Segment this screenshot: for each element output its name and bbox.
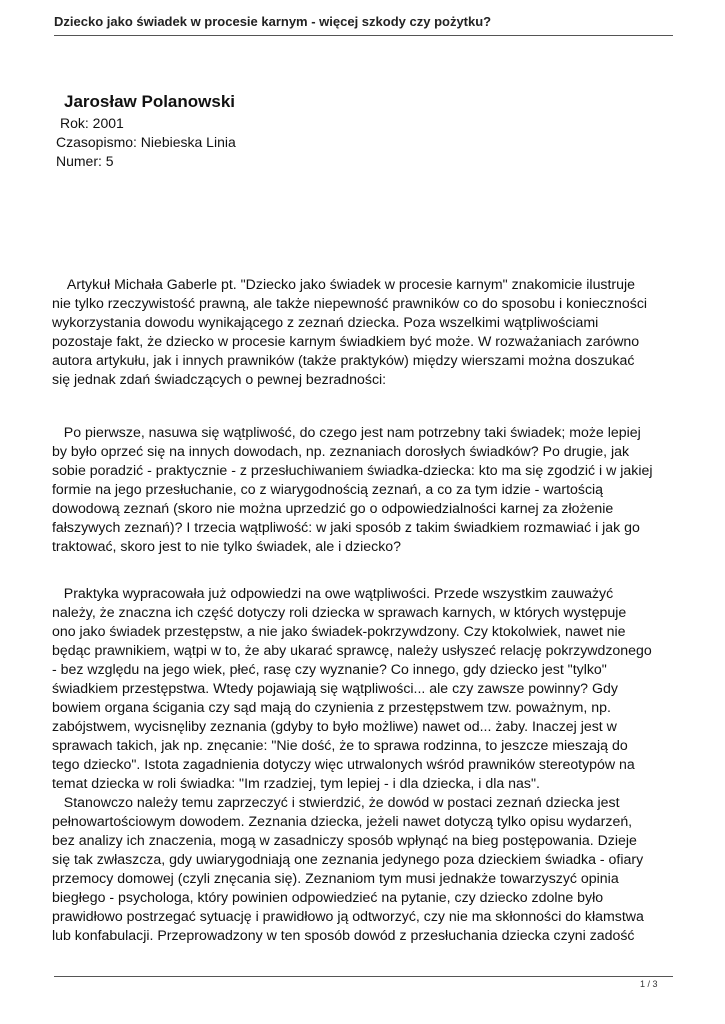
text-line: fałszywych zeznań)? I trzecia wątpliwość: w jaki sposób z takim świadkiem rozmawiać i jak go [52, 520, 640, 536]
text-line: temat dziecka w roli świadka: "Im rzadziej, tym lepiej - i dla dziecka, i dla nas". [52, 776, 540, 792]
text-line: Praktyka wypracowała już odpowiedzi na owe wątpliwości. Przede wszystkim zauważyć [52, 586, 614, 602]
paragraph-2 [52, 424, 682, 557]
text-line: Stanowczo należy temu zaprzeczyć i stwierdzić, że dowód w postaci zeznań dziecka jest [52, 795, 620, 811]
text-line: ono jako świadek przestępstw, a nie jako świadek-pokrzywdzony. Czy ktokolwiek, nawet nie [52, 624, 626, 640]
running-header-title: Dziecko jako świadek w procesie karnym - więcej szkody czy pożytku? [54, 14, 492, 29]
paragraph-1 [52, 276, 682, 390]
article-author: Jarosław Polanowski [64, 92, 236, 111]
article-year: Rok: 2001 [60, 115, 124, 131]
text-line: tego dziecko". Istota zagadnienia dotyczy więc utrwalonych wśród prawników stereotypów na [52, 757, 635, 773]
text-line: pozostaje fakt, że dziecko w procesie karnym świadkiem być może. W rozważaniach zarówno [52, 334, 640, 350]
paragraph-3 [52, 585, 682, 946]
text-line: lub konfabulacji. Przeprowadzony w ten sposób dowód z przesłuchania dziecka czyni zadość [52, 928, 635, 944]
page-number: 1 / 3 [640, 979, 658, 989]
text-line: formie na jego przesłuchanie, co z wiarygodnością zeznań, a co za tym idzie - wartością [52, 482, 604, 498]
text-line: świadkiem przestępstwa. Wtedy pojawiają się wątpliwości... ale czy zawsze powinny? Gdy [52, 681, 618, 697]
header-divider [54, 35, 673, 36]
text-line: traktować, skoro jest to nie tylko świadek, ale i dziecko? [52, 539, 402, 555]
text-line: bowiem organa ścigania czy sąd mają do czynienia z przestępstwem tzw. poważnym, np. [52, 700, 611, 716]
text-line: przemocy domowej (czyli znęcania się). Zeznaniom tym musi jednakże towarzyszyć opinia [52, 871, 619, 887]
text-line: się jednak zdań świadczących o pewnej bezradności: [52, 372, 387, 388]
text-line: pełnowartościowym dowodem. Zeznania dziecka, jeżeli nawet dotyczą tylko opisu wydarzeń, [52, 814, 633, 830]
text-line: bez analizy ich znaczenia, mogą w zasadniczy sposób wpłynąć na bieg postępowania. Dzieje [52, 833, 637, 849]
article-issue: Numer: 5 [56, 153, 114, 169]
text-line: prawidłowo postrzegać sytuację i prawidłowo ją odtworzyć, czy nie ma skłonności do kłamstwa [52, 909, 644, 925]
text-line: Artykuł Michała Gaberle pt. "Dziecko jako świadek w procesie karnym" znakomicie ilustruje [52, 277, 636, 293]
text-line: się tak zwłaszcza, gdy uwiarygodniają one zeznania jedynego poza dzieckiem świadka - ofiary [52, 852, 644, 868]
text-line: zabójstwem, wycisnęliby zeznania (gdyby to było możliwe) nawet od... żaby. Inaczej jest w [52, 719, 617, 735]
text-line: by było oprzeć się na innych dowodach, np. zeznaniach dorosłych świadków? Po drugie, jak [52, 444, 630, 460]
text-line: - bez względu na jego wiek, płeć, rasę czy wyznanie? Co innego, gdy dziecko jest "tylko" [52, 662, 607, 678]
footer-divider [54, 976, 673, 977]
text-line: Po pierwsze, nasuwa się wątpliwość, do czego jest nam potrzebny taki świadek; może lepiej [52, 425, 641, 441]
text-line: będąc prawnikiem, wątpi w to, że aby ukarać sprawcę, należy usłyszeć relację pokrzywdzonego [52, 643, 652, 659]
text-line: nie tylko rzeczywistość prawną, ale także niepewność prawników co do sposobu i konieczności [52, 296, 648, 312]
text-line: autora artykułu, jak i innych prawników (także praktyków) między wierszami można doszukać [52, 353, 635, 369]
text-line: sprawach takich, jak np. znęcanie: "Nie dość, że to sprawa rodzinna, to jeszcze mieszają do [52, 738, 628, 754]
article-metadata [56, 114, 236, 171]
text-line: dowodową zeznań (skoro nie można uprzedzić go o odpowiedzialności karnej za złożenie [52, 501, 614, 517]
article-journal: Czasopismo: Niebieska Linia [56, 134, 236, 150]
text-line: sobie poradzić - praktycznie - z przesłuchiwaniem świadka-dziecka: kto ma się zgodzić i w jakiej [52, 463, 653, 479]
text-line: wykorzystania dowodu wynikającego z zeznań dziecka. Poza wszelkimi wątpliwościami [52, 315, 599, 331]
text-line: biegłego - psychologa, który powinien odpowiedzieć na pytanie, czy dziecko zdolne było [52, 890, 604, 906]
text-line: należy, że znaczna ich część dotyczy roli dziecka w sprawach karnych, w których występuje [52, 605, 627, 621]
